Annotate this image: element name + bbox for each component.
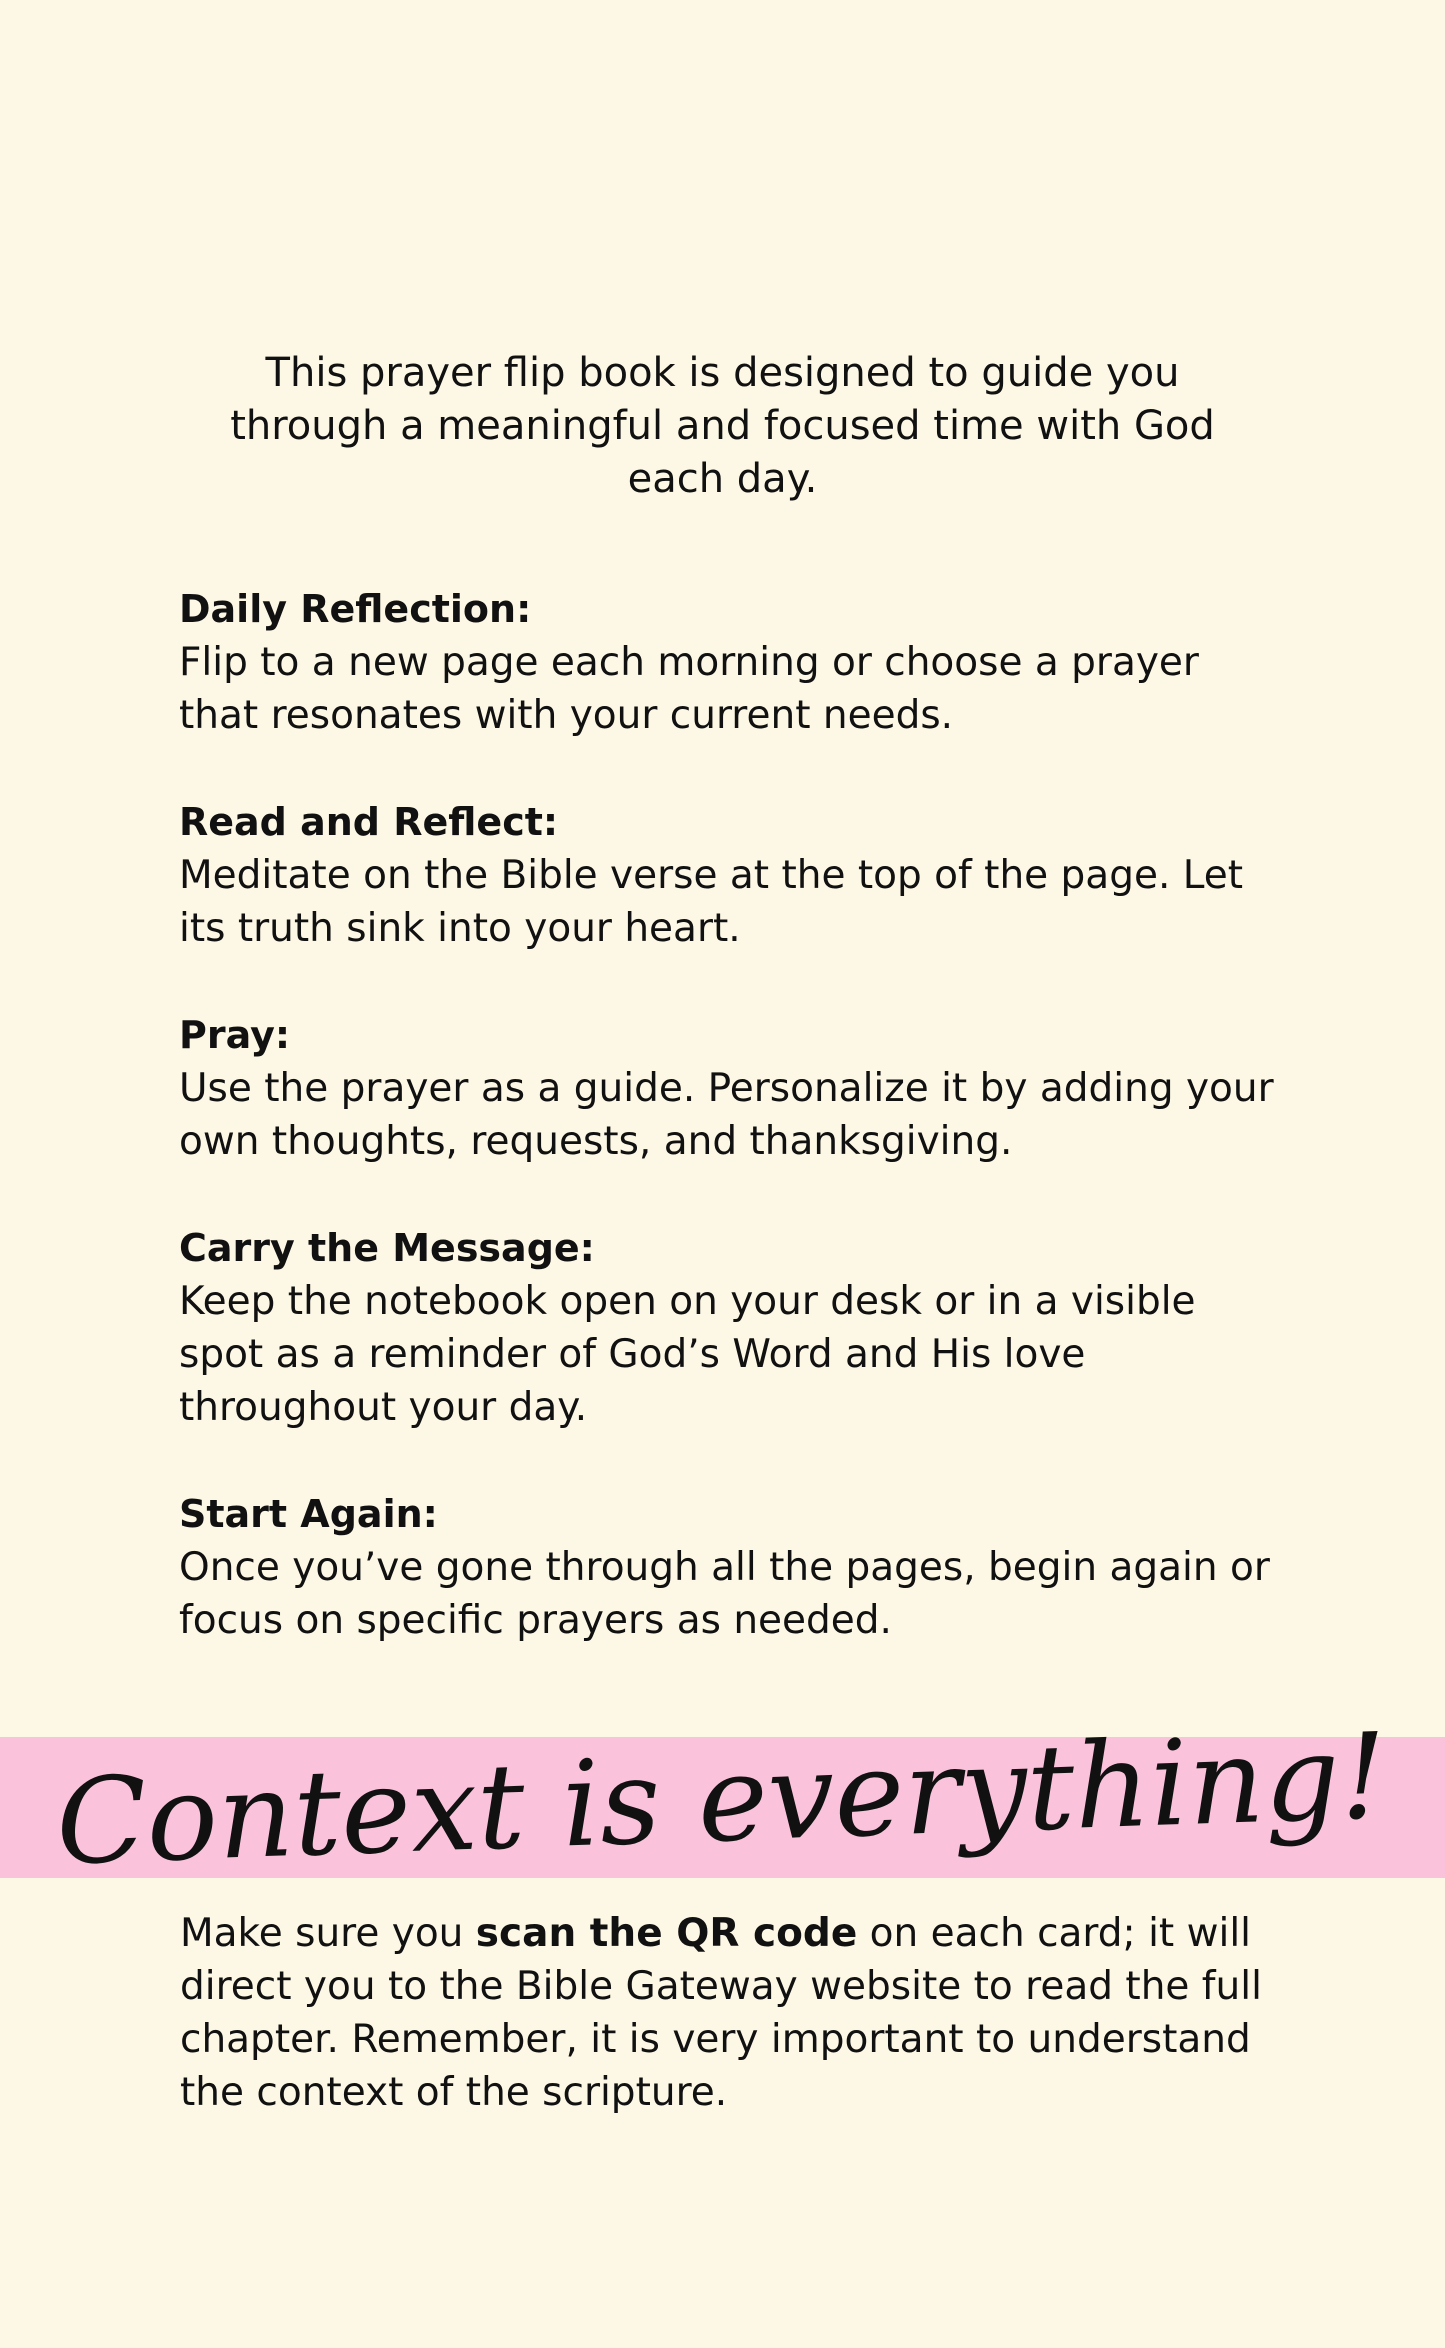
section-daily-reflection bbox=[179, 583, 1289, 742]
section-pray bbox=[179, 1009, 1289, 1168]
section-body: Keep the notebook open on your desk or in a visible spot as a reminder of God’s Word and His love throughout your day. bbox=[179, 1279, 1196, 1430]
closing-paragraph bbox=[180, 1907, 1280, 2119]
section-title: Start Again: bbox=[179, 1492, 438, 1536]
closing-text-before: Make sure you bbox=[180, 1911, 476, 1956]
instructions-list bbox=[179, 583, 1289, 1701]
section-title: Daily Reflection: bbox=[179, 587, 532, 631]
section-body: Once you’ve gone through all the pages, begin again or focus on specific prayers as needed. bbox=[179, 1545, 1270, 1643]
section-body: Use the prayer as a guide. Personalize it by adding your own thoughts, requests, and thanksgiving. bbox=[179, 1066, 1274, 1164]
closing-bold-text: scan the QR code bbox=[475, 1911, 858, 1956]
section-body: Meditate on the Bible verse at the top of the page. Let its truth sink into your heart. bbox=[179, 853, 1244, 951]
section-title: Carry the Message: bbox=[179, 1226, 595, 1270]
script-text-art bbox=[0, 1690, 1445, 1920]
section-read-and-reflect bbox=[179, 796, 1289, 955]
banner-script-heading bbox=[0, 1690, 1445, 1920]
intro-paragraph: This prayer flip book is designed to guide you through a meaningful and focused time with God each day. bbox=[230, 350, 1215, 502]
section-title: Pray: bbox=[179, 1013, 291, 1057]
closing-text-after: on each card; it will direct you to the Bible Gateway website to read the full chapter. Remember, it is very important to understand the context of the scripture. bbox=[180, 1911, 1262, 2115]
section-title: Read and Reflect: bbox=[179, 800, 559, 844]
section-start-again bbox=[179, 1488, 1289, 1647]
section-body: Flip to a new page each morning or choose a prayer that resonates with your current needs. bbox=[179, 640, 1199, 738]
section-carry-the-message bbox=[179, 1222, 1289, 1434]
script-text: Context is everything! bbox=[53, 1706, 1390, 1892]
